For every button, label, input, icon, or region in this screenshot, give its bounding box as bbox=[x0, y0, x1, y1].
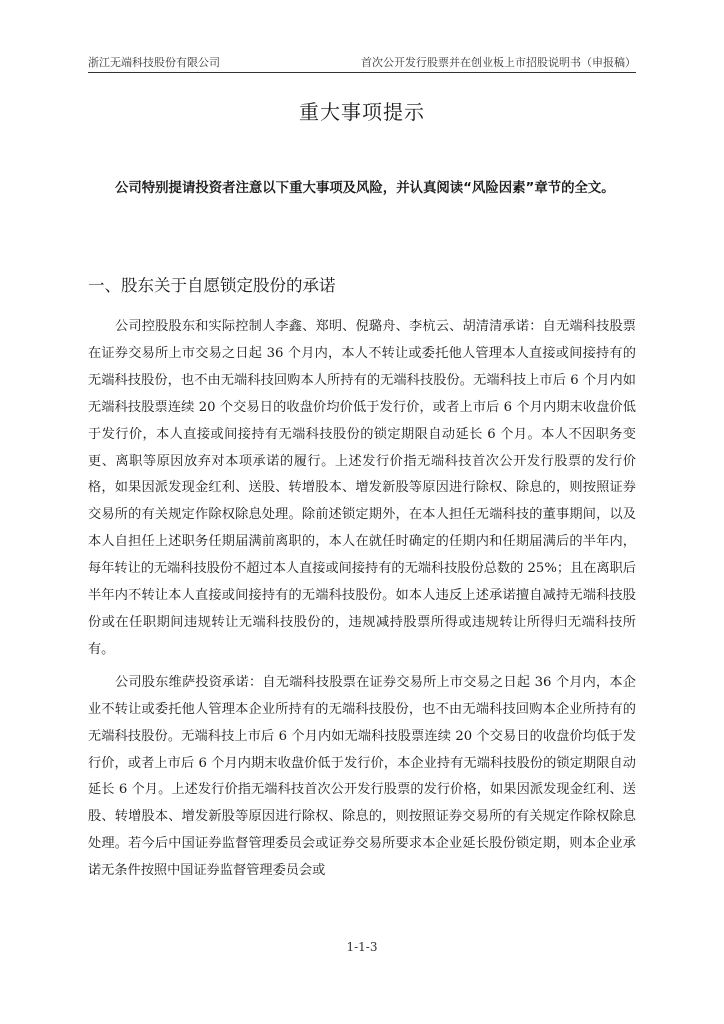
page-number: 1-1-3 bbox=[346, 940, 378, 954]
paragraph-shareholder-weisa: 公司股东维萨投资承诺：自无端科技股票在证券交易所上市交易之日起 36 个月内，本企业不转让或委托他人管理本企业所持有的无端科技股份，也不由无端科技回购本企业所持有的无端科技股份。无端科技上市后 6 个月内如无端科技股票连续 20 个交易日的收盘价均低于发行价，或者上市后 6 个月内期末收盘价低于发行价，本企业持有无端科技股份的锁定期限自动延长 6 个月。上述发行价指无端科技首次公开发行股票的发行价格，如果因派发现金红利、送股、转增股本、增发新股等原因进行除权、除息的，则按照证券交易所的有关规定作除权除息处理。若今后中国证券监督管理委员会或证券交易所要求本企业延长股份锁定期，则本企业承诺无条件按照中国证券监督管理委员会或 bbox=[88, 674, 636, 879]
paragraph-controlling-shareholders: 公司控股股东和实际控制人李鑫、郑明、倪璐舟、李杭云、胡清清承诺：自无端科技股票在证券交易所上市交易之日起 36 个月内，本人不转让或委托他人管理本人直接或间接持有的无端科技股份，也不由无端科技回购本人所持有的无端科技股份。无端科技上市后 6 个月内如无端科技股票连续 20 个交易日的收盘价均价低于发行价，或者上市后 6 个月内期末收盘价低于发行价，本人直接或间接持有无端科技股份的锁定期限自动延长 6 个月。本人不因职务变更、离职等原因放弃对本项承诺的履行。上述发行价指无端科技首次公开发行股票的发行价格，如果因派发现金红利、送股、转增股本、增发新股等原因进行除权、除息的，则按照证券交易所的有关规定作除权除息处理。除前述锁定期外，在本人担任无端科技的董事期间，以及本人自担任上述职务任期届满前离职的，本人在就任时确定的任期内和任期届满后的半年内，每年转让的无端科技股份不超过本人直接或间接持有的无端科技股份总数的 25%；且在离职后半年内不转让本人直接或间接持有的无端科技股份。如本人违反上述承诺擅自减持无端科技股份或在任职期间违规转让无端科技股份的，违规减持股票所得或违规转让所得归无端科技所有。 bbox=[88, 319, 636, 657]
page-title: 重大事项提示 bbox=[299, 100, 425, 124]
header-document-title: 首次公开发行股票并在创业板上市招股说明书（申报稿） bbox=[361, 56, 636, 69]
section-heading: 一、股东关于自愿锁定股份的承诺 bbox=[88, 276, 336, 295]
section-body bbox=[88, 314, 636, 891]
header-company-name: 浙江无端科技股份有限公司 bbox=[88, 56, 220, 69]
page-header bbox=[88, 48, 636, 73]
important-notice: 公司特别提请投资者注意以下重大事项及风险，并认真阅读“风险因素”章节的全文。 bbox=[115, 181, 615, 196]
